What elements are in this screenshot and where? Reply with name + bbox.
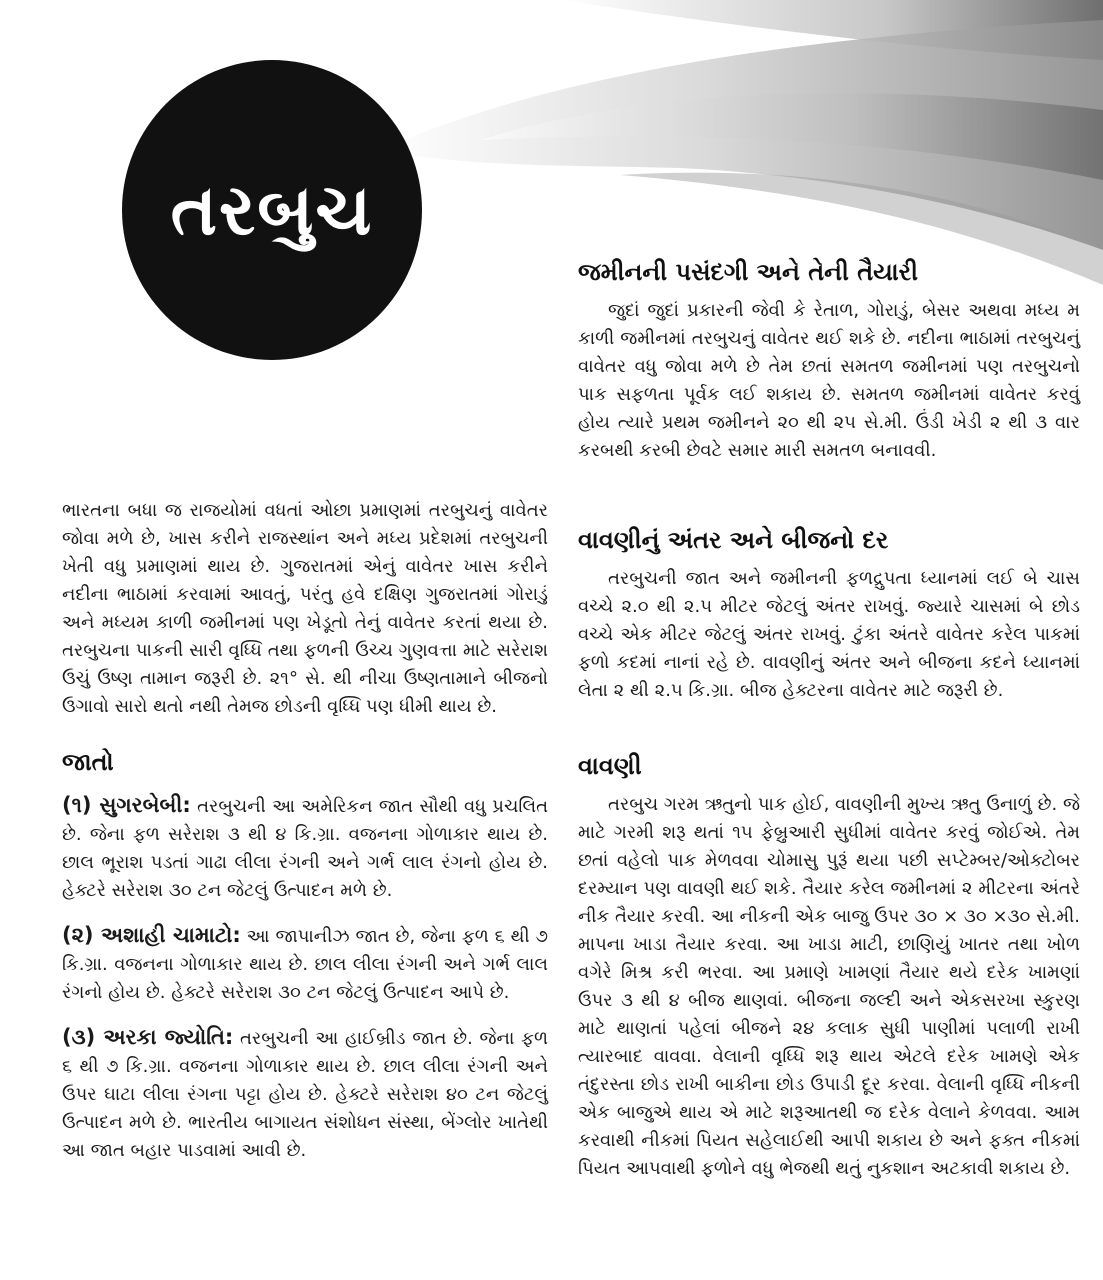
section-paragraph: જુદાં જુદાં પ્રકારની જેવી કે રેતાળ, ગોરાડું, બેસર અથવા મધ્ય મ કાળી જમીનમાં તરબુચનું વાવેતર થઈ શકે છે. નદીના ભાઠામાં તરબુચનું વાવેતર વધુ જોવા મળે છે તેમ છતાં સમતળ જમીનમાં પણ તરબુચનો પાક સફળતા પૂર્વક લઈ શકાય છે. સમતળ જમીનમાં વાવેતર કરવું હોય ત્યારે પ્રથમ જમીનને ૨૦ થી ૨૫ સે.મી. ઉંડી ખેડી ૨ થી ૩ વાર કરબથી કરબી છેવટે સમાર મારી સમતળ બનાવવી. <box>578 300 1080 461</box>
section-heading: વાવણી <box>578 752 642 780</box>
section-spacing <box>578 523 1080 705</box>
section-sowing <box>578 749 1080 1183</box>
variety-text: આ જાપાનીઝ જાત છે, જેના ફળ ૬ થી ૭ કિ.ગ્રા. વજનના ગોળાકાર થાય છે. છાલ લીલા રંગની અને ગર્ભ લાલ રંગનો હોય છે. હેક્ટરે સરેરાશ ૩૦ ટન જેટલું ઉત્પાદન આપે છે. <box>62 926 549 1003</box>
variety-text: તરબુચની આ હાઈબ્રીડ જાત છે. જેના ફળ ૬ થી ૭ કિ.ગ્રા. વજનના ગોળાકાર થાય છે. છાલ લીલા રંગની અને ઉપર ઘાટા લીલા રંગના પટ્ટા હોય છે. હેક્ટરે સરેરાશ ૪૦ ટન જેટલું ઉત્પાદન મળે છે. ભારતીય બાગાયત સંશોધન સંસ્થા, બેંગ્લોર ખાતેથી આ જાત બહાર પાડવામાં આવી છે. <box>62 1028 548 1161</box>
variety-label: (૩) અરકા જ્યોતિ: <box>62 1025 234 1049</box>
variety-label: (૨) અશાહી ચામાટો: <box>62 923 241 947</box>
page-title: તરબુચ <box>170 168 374 251</box>
variety-text: તરબુચની આ અમેરિકન જાત સૌથી વધુ પ્રચલિત છે. જેના ફળ સરેરાશ ૩ થી ૪ કિ.ગ્રા. વજનના ગોળાકાર થાય છે. છાલ ભૂરાશ પડતાં ગાઢા લીલા રંગની અને ગર્ભ લાલ રંગનો હોય છે. હેક્ટરે સરેરાશ ૩૦ ટન જેટલું ઉત્પાદન મળે છે. <box>62 796 549 901</box>
varieties-heading: જાતો <box>62 748 114 776</box>
variety-item <box>62 791 548 905</box>
section-paragraph: તરબુચની જાત અને જમીનની ફળદ્રુપતા ધ્યાનમાં લઈ બે ચાસ વચ્ચે ૨.૦ થી ૨.૫ મીટર જેટલું અંતર રાખવું. જ્યારે ચાસમાં બે છોડ વચ્ચે એક મીટર જેટલું અંતર રાખવું. ટુંકા અંતરે વાવેતર કરેલ પાકમાં ફળો કદમાં નાનાં રહે છે. વાવણીનું અંતર અને બીજના કદને ધ્યાનમાં લેતા ૨ થી ૨.૫ કિ.ગ્રા. બીજ હેક્ટરના વાવેતર માટે જરૂરી છે. <box>578 568 1080 701</box>
variety-item <box>62 1023 548 1165</box>
section-heading: વાવણીનું અંતર અને બીજનો દર <box>578 526 889 554</box>
section-heading: જમીનની પસંદગી અને તેની તૈયારી <box>578 258 918 286</box>
section-soil <box>578 255 1080 465</box>
variety-item <box>62 921 548 1007</box>
left-column <box>62 497 548 1181</box>
variety-label: (૧) સુગરબેબી: <box>62 793 191 817</box>
section-paragraph: તરબુચ ગરમ ઋતુનો પાક હોઈ, વાવણીની મુખ્ય ઋતુ ઉનાળું છે. જે માટે ગરમી શરૂ થતાં ૧૫ ફેબ્રુઆરી સુધીમાં વાવેતર કરવું જોઈએ. તેમ છતાં વહેલો પાક મેળવવા ચોમાસુ પુરૂં થયા પછી સપ્ટેમ્બર/ઓક્ટોબર દરમ્યાન પણ વાવણી થઈ શકે. તૈયાર કરેલ જમીનમાં ૨ મીટરના અંતરે નીક તૈયાર કરવી. આ નીકની એક બાજુ ઉપર ૩૦ × ૩૦ ×૩૦ સે.મી. માપના ખાડા તૈયાર કરવા. આ ખાડા માટી, છાણિયું ખાતર તથા ખોળ વગેરે મિશ્ર કરી ભરવા. આ પ્રમાણે ખામણાં તૈયાર થયે દરેક ખામણાં ઉપર ૩ થી ૪ બીજ થાણવાં. બીજના જલ્દી અને એકસરખા સ્કુરણ માટે થાણતાં પહેલાં બીજને ૨૪ કલાક સુધી પાણીમાં પલાળી રાખી ત્યારબાદ વાવવા. વેલાની વૃધ્ધિ શરૂ થાય એટલે દરેક ખામણે એક તંદુરસ્તા છોડ રાખી બાકીના છોડ ઉપાડી દૂર કરવા. વેલાની વૃધ્ધિ નીકની એક બાજુએ થાય એ માટે શરૂઆતથી જ દરેક વેલાને કેળવવા. આમ કરવાથી નીકમાં પિયત સહેલાઈથી આપી શકાય છે અને ફક્ત નીકમાં પિયત આપવાથી ફળોને વધુ ભેજથી થતું નુકશાન અટકાવી શકાય છે. <box>578 794 1080 1179</box>
title-circle <box>122 60 422 360</box>
intro-paragraph: ભારતના બધા જ રાજયોમાં વધતાં ઓછા પ્રમાણમાં તરબુચનું વાવેતર જોવા મળે છે, ખાસ કરીને રાજસ્થાંન અને મધ્ય પ્રદેશમાં તરબુચની ખેતી વધુ પ્રમાણમાં થાય છે. ગુજરાતમાં એનું વાવેતર ખાસ કરીને નદીના ભાઠામાં કરવામાં આવતું, પરંતુ હવે દક્ષિણ ગુજરાતમાં ગોરાડું અને મધ્યમ કાળી જમીનમાં પણ ખેડૂતો તેનું વાવેતર કરતાં થયા છે. તરબુચના પાકની સારી વૃધ્ધિ તથા ફળની ઉચ્ચ ગુણવત્તા માટે સરેરાશ ઉચું ઉષ્ણ તામાન જરૂરી છે. ૨૧° સે. થી નીચા ઉષ્ણતામાને બીજનો ઉગાવો સારો થતો નથી તેમજ છોડની વૃધ્ધિ પણ ધીમી થાય છે. <box>62 500 548 717</box>
